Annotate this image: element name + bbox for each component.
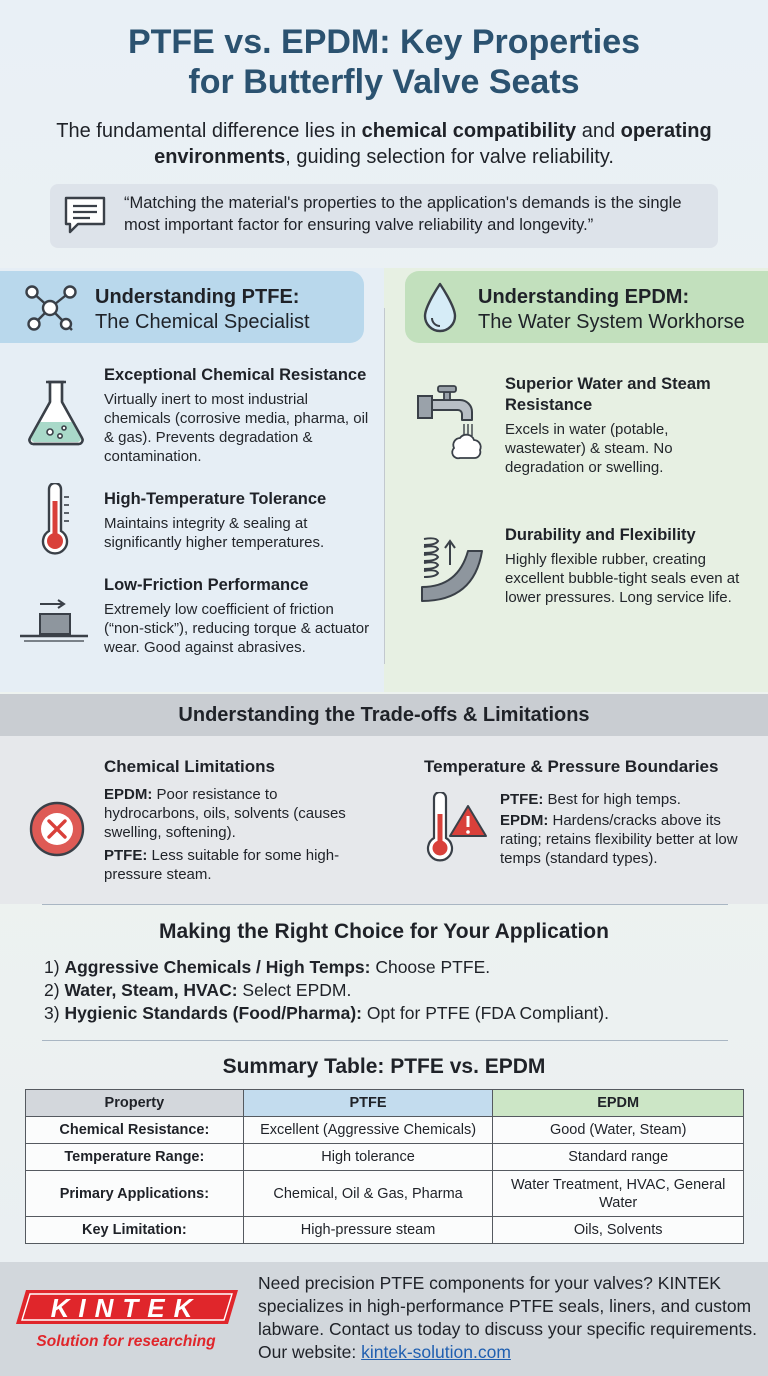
speech-bubble-icon xyxy=(62,194,108,238)
table-header-row xyxy=(26,1090,744,1117)
section-divider xyxy=(42,904,728,905)
table-cell-ptfe: Chemical, Oil & Gas, Pharma xyxy=(243,1171,493,1217)
ptfe-label: PTFE: xyxy=(104,847,148,864)
table-cell-ptfe: High tolerance xyxy=(243,1144,493,1171)
column-divider xyxy=(384,308,385,664)
choice-number: 1) xyxy=(44,957,65,977)
subtitle-text: and xyxy=(576,120,621,142)
table-cell-property: Primary Applications: xyxy=(26,1171,244,1217)
epdm-feature-text: Excels in water (potable, wastewater) & steam. No degradation or swelling. xyxy=(505,421,673,476)
table-title: Summary Table: PTFE vs. EPDM xyxy=(222,1055,546,1078)
subtitle-text: , guiding selection for valve reliability. xyxy=(285,146,614,168)
choice-condition: Aggressive Chemicals / High Temps: xyxy=(64,957,371,977)
table-cell-property: Chemical Resistance: xyxy=(26,1117,244,1144)
epdm-feature-title: Superior Water and Steam Resistance xyxy=(505,375,711,414)
subtitle-emphasis: chemical compatibility xyxy=(361,120,577,142)
ptfe-feature-title: Low-Friction Performance xyxy=(104,576,309,594)
subtitle-text: The fundamental difference lies in xyxy=(56,120,362,142)
epdm-feature-title: Durability and Flexibility xyxy=(505,526,696,544)
table-row xyxy=(26,1171,744,1217)
choice-condition: Hygienic Standards (Food/Pharma): xyxy=(64,1003,362,1023)
flexible-seal-icon xyxy=(418,535,490,605)
summary-table xyxy=(25,1089,744,1244)
choice-item xyxy=(44,979,744,1002)
logo-wordmark: KINTEK xyxy=(50,1293,202,1323)
table-cell-epdm: Water Treatment, HVAC, General Water xyxy=(493,1171,744,1217)
temperature-warning-icon xyxy=(424,792,488,864)
ptfe-feature-title: High-Temperature Tolerance xyxy=(104,490,327,508)
epdm-feature-text: Highly flexible rubber, creating excellent bubble-tight seals even at lower pressures. Long service life. xyxy=(505,551,740,606)
page-subtitle xyxy=(40,118,728,170)
table-row xyxy=(26,1117,744,1144)
chemical-limitations-ptfe xyxy=(104,846,374,884)
ptfe-subtitle: The Chemical Specialist xyxy=(95,311,310,333)
choice-recommendation: Select EPDM. xyxy=(237,980,352,1000)
table-cell-property: Temperature Range: xyxy=(26,1144,244,1171)
temperature-boundaries-ptfe xyxy=(500,790,750,809)
title-line-1: PTFE vs. EPDM: Key Properties xyxy=(127,23,641,61)
table-cell-ptfe: Excellent (Aggressive Chemicals) xyxy=(243,1117,493,1144)
limitation-text: Best for high temps. xyxy=(543,791,681,808)
choice-number: 3) xyxy=(44,1003,65,1023)
title-line-2: for Butterfly Valve Seats xyxy=(188,63,580,101)
table-cell-epdm: Good (Water, Steam) xyxy=(493,1117,744,1144)
section-divider xyxy=(42,1040,728,1041)
molecule-icon xyxy=(20,280,82,338)
chemical-limitations-title: Chemical Limitations xyxy=(104,757,275,776)
ptfe-title: Understanding PTFE: xyxy=(95,286,300,308)
faucet-icon xyxy=(414,378,490,462)
epdm-label: EPDM: xyxy=(104,786,153,803)
footer-promo-text: Need precision PTFE components for your valves? KINTEK specializes in high-performance PTFE seals, liners, and custom labware. Contact us today to discuss your specific requirements. Our website: xyxy=(258,1273,757,1362)
choice-list xyxy=(44,956,744,1025)
epdm-subtitle: The Water System Workhorse xyxy=(478,311,745,333)
table-cell-epdm: Standard range xyxy=(493,1144,744,1171)
thermometer-icon xyxy=(38,483,72,557)
flask-icon xyxy=(24,378,88,448)
quote-text: “Matching the material's properties to the application's demands is the single most important factor for ensuring valve reliability and longevity.” xyxy=(124,194,682,234)
low-friction-icon xyxy=(18,598,90,644)
choice-item xyxy=(44,956,744,979)
choice-item xyxy=(44,1002,744,1025)
table-row xyxy=(26,1144,744,1171)
chemical-limitations-epdm xyxy=(104,785,374,842)
table-header-epdm: EPDM xyxy=(493,1090,744,1117)
choice-title: Making the Right Choice for Your Application xyxy=(159,920,609,943)
choice-condition: Water, Steam, HVAC: xyxy=(64,980,238,1000)
epdm-title: Understanding EPDM: xyxy=(478,286,690,308)
kintek-logo xyxy=(16,1288,242,1352)
ptfe-feature-title: Exceptional Chemical Resistance xyxy=(104,366,367,384)
table-cell-property: Key Limitation: xyxy=(26,1217,244,1244)
limitation-text: Less suitable for some high-pressure steam. xyxy=(104,847,340,883)
temperature-boundaries-epdm xyxy=(500,811,752,868)
limitation-text: Hardens/cracks above its rating; retains flexibility better at low temps (standard types). xyxy=(500,812,738,867)
choice-number: 2) xyxy=(44,980,65,1000)
table-header-ptfe: PTFE xyxy=(243,1090,493,1117)
table-cell-epdm: Oils, Solvents xyxy=(493,1217,744,1244)
error-x-icon xyxy=(28,800,86,858)
ptfe-feature-text: Extremely low coefficient of friction (“non-stick”), reducing torque & actuator wear. Good against abrasives. xyxy=(104,601,370,656)
logo-tagline: Solution for researching xyxy=(36,1333,216,1350)
temperature-boundaries-title: Temperature & Pressure Boundaries xyxy=(424,757,719,776)
subtitle-emphasis: operating environments xyxy=(154,120,712,168)
table-row xyxy=(26,1217,744,1244)
website-link[interactable]: kintek-solution.com xyxy=(361,1342,511,1362)
epdm-label: EPDM: xyxy=(500,812,549,829)
water-drop-icon xyxy=(420,280,460,336)
ptfe-feature-text: Maintains integrity & sealing at significantly higher temperatures. xyxy=(104,515,325,551)
footer-text xyxy=(258,1272,760,1364)
limitation-text: Poor resistance to hydrocarbons, oils, solvents (causes swelling, softening). xyxy=(104,786,346,841)
choice-recommendation: Opt for PTFE (FDA Compliant). xyxy=(361,1003,609,1023)
table-header-property: Property xyxy=(26,1090,244,1117)
ptfe-feature-text: Virtually inert to most industrial chemicals (corrosive media, pharma, oil & gas). Prevents degradation & contamination. xyxy=(104,391,369,465)
choice-recommendation: Choose PTFE. xyxy=(370,957,491,977)
tradeoffs-title: Understanding the Trade-offs & Limitations xyxy=(178,704,590,726)
table-cell-ptfe: High-pressure steam xyxy=(243,1217,493,1244)
page-title xyxy=(0,22,768,102)
ptfe-label: PTFE: xyxy=(500,791,544,808)
